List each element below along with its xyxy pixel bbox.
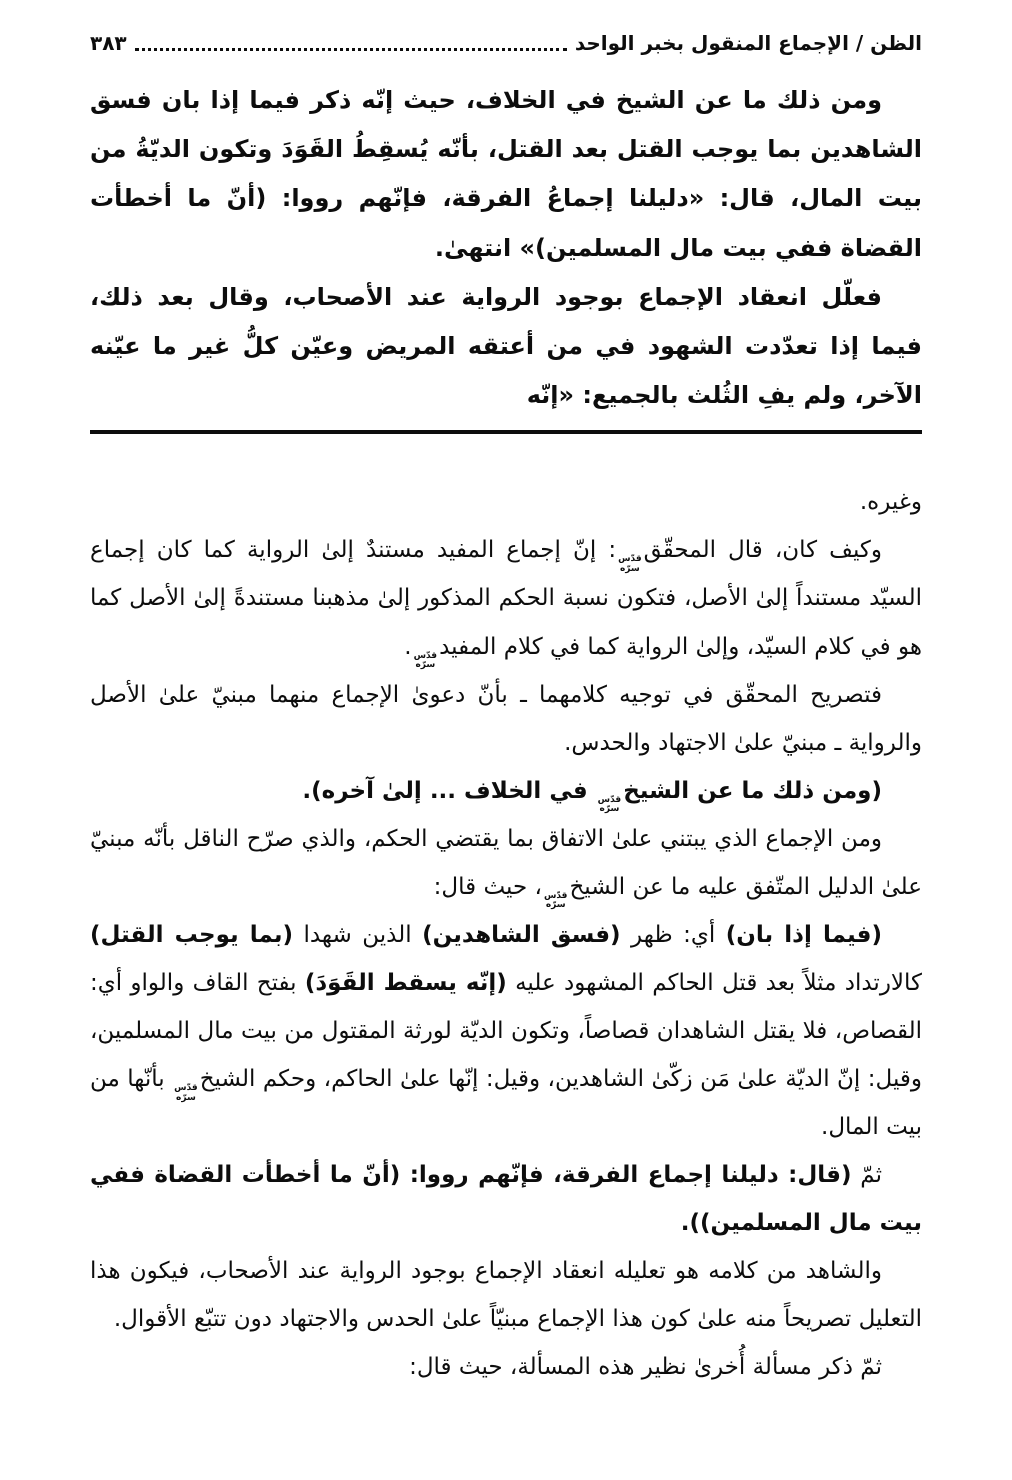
dotted-leader [135, 48, 567, 51]
paragraph [90, 76, 922, 273]
page-number: ٣٨٣ [90, 31, 127, 55]
paragraph [90, 815, 922, 911]
text-run: (ومن ذلك ما عن الشيخ [623, 777, 882, 804]
paragraph [90, 478, 922, 526]
paragraph [90, 526, 922, 670]
paragraph [90, 671, 922, 767]
text-run: أي: ظهر [620, 921, 726, 948]
text-run: الذين شهدا [293, 921, 423, 948]
quddisa-sirruh-honorific-icon: قدّس سرّه [174, 1083, 198, 1103]
text-run: ، حيث قال: [433, 873, 542, 900]
running-head-title: الظن / الإجماع المنقول بخبر الواحد [574, 31, 922, 55]
text-run: (فسق الشاهدين) [422, 921, 621, 948]
text-run: : إنّ إجماع المفيد مستندٌ إلىٰ الرواية كما كان إجماع السيّد مستنداً إلىٰ الأصل، فتكون نسبة الحكم المذكور إلىٰ مذهبنا مستندةً إلىٰ الأصل كما هو في كلام السيّد، وإلىٰ الرواية كما في كلام المفيد [90, 537, 922, 660]
text-run: ثمّ ذكر مسألة أُخرىٰ نظير هذه المسألة، حيث قال: [409, 1354, 882, 1381]
paragraph [90, 911, 922, 1151]
page-header [90, 30, 922, 56]
quddisa-sirruh-honorific-icon: قدّس سرّه [618, 554, 642, 574]
text-run: كالارتداد مثلاً بعد قتل الحاكم المشهود عليه [506, 969, 922, 996]
text-run: (إنّه يسقط القَوَدَ) [304, 969, 507, 996]
text-run: (قال: دليلنا إجماع الفرقة، فإنّهم رووا: (أنّ ما أخطأت القضاة ففي بيت مال المسلمين)). [90, 1162, 922, 1237]
matn-section [90, 76, 922, 420]
text-run: فعلّل انعقاد الإجماع بوجود الرواية عند الأصحاب، وقال بعد ذلك، فيما إذا تعدّدت الشهود في من أعتقه المريض وعيّن كلُّ غير ما عيّنه الآخر، ولم يفِ الثُلث بالجميع: «إنّه [90, 282, 922, 410]
paragraph [90, 1247, 922, 1343]
quddisa-sirruh-honorific-icon: قدّس سرّه [413, 650, 438, 670]
text-run: ومن الإجماع الذي يبتني علىٰ الاتفاق بما يقتضي الحكم، والذي صرّح الناقل بأنّه مبنيّ علىٰ الدليل المتّفق عليه ما عن الشيخ [90, 825, 922, 900]
paragraph [90, 1151, 922, 1247]
text-run: والشاهد من كلامه هو تعليله انعقاد الإجماع بوجود الرواية عند الأصحاب، فيكون هذا التعليل تصريحاً منه علىٰ كون هذا الإجماع مبنيّاً علىٰ الحدس والاجتهاد دون تتبّع الأقوال. [90, 1258, 922, 1333]
text-run: بفتح القاف والواو أي: القصاص، فلا يقتل الشاهدان قصاصاً، وتكون الديّة لورثة المقتول من بيت مال المسلمين، وقيل: إنّ الديّة علىٰ مَن زكّىٰ الشاهدين، وقيل: إنّها علىٰ الحاكم، وحكم الشيخ [90, 969, 922, 1093]
text-run: ثمّ [851, 1162, 882, 1189]
text-run: (فيما إذا بان) [725, 921, 882, 948]
text-run: بأنّها من بيت المال. [90, 1066, 922, 1141]
text-run: وغيره. [859, 489, 922, 516]
text-run: في الخلاف ... إلىٰ آخره). [302, 777, 596, 804]
paragraph [90, 767, 922, 815]
quddisa-sirruh-honorific-icon: قدّس سرّه [597, 794, 622, 815]
text-run: (بما يوجب القتل) [90, 921, 293, 948]
text-run: . [404, 633, 412, 660]
text-run: ومن ذلك ما عن الشيخ في الخلاف، حيث إنّه ذكر فيما إذا بان فسق الشاهدين بما يوجب القتل بعد القتل، بأنّه يُسقِطُ القَوَدَ وتكون الديّةُ من بيت المال، قال: «دليلنا إجماعُ الفرقة، فإنّهم رووا: (أنّ ما أخطأت القضاة ففي بيت مال المسلمين)» انتهىٰ. [90, 86, 922, 262]
sharh-section [90, 478, 922, 1391]
text-run: فتصريح المحقّق في توجيه كلامهما ـ بأنّ دعوىٰ الإجماع منهما مبنيّ علىٰ الأصل والرواية ـ مبنيّ علىٰ الاجتهاد والحدس. [90, 681, 922, 756]
section-divider [90, 430, 922, 434]
paragraph [90, 273, 922, 421]
paragraph [90, 1343, 922, 1391]
text-run: وكيف كان، قال المحقّق [643, 537, 882, 564]
quddisa-sirruh-honorific-icon: قدّس سرّه [543, 890, 568, 911]
